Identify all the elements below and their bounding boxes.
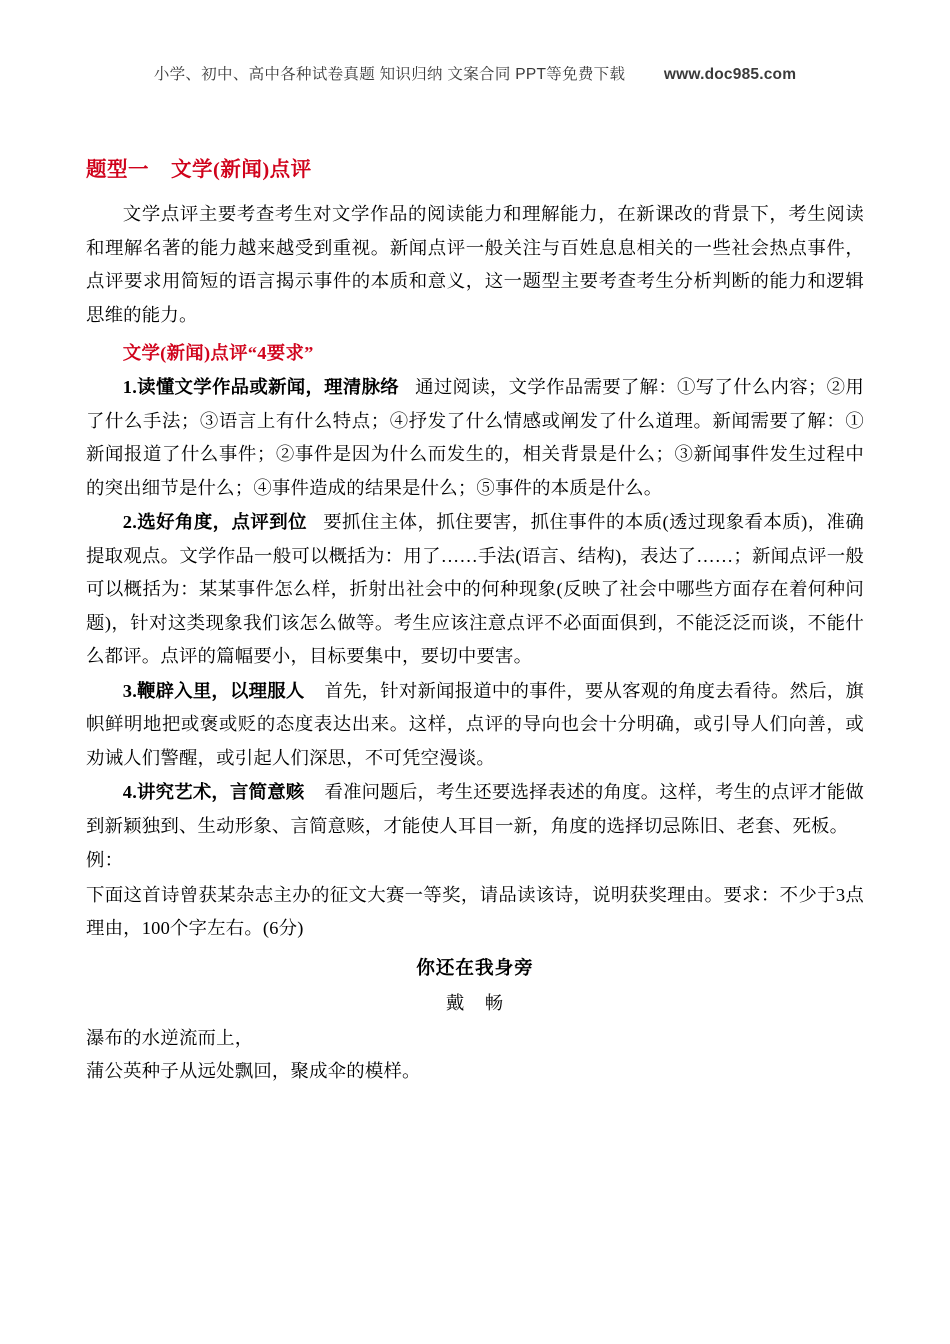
section-title-prefix: 题型一 [86, 159, 149, 181]
point-item [86, 506, 864, 674]
intro-paragraph: 文学点评主要考查考生对文学作品的阅读能力和理解能力，在新课改的背景下，考生阅读和理解名著的能力越来越受到重视。新闻点评一般关注与百姓息息相关的一些社会热点事件，点评要求用简短的语言揭示事件的本质和意义，这一题型主要考查考生分析判断的能力和逻辑思维的能力。 [86, 204, 864, 325]
watermark-site: www.doc985.com [663, 66, 797, 83]
poem-line: 蒲公英种子从远处飘回，聚成伞的模样。 [86, 1061, 421, 1081]
point-body: 要抓住主体，抓住要害，抓住事件的本质(透过现象看本质)，准确提取观点。文学作品一般可以概括为：用了……手法(语言、结构)，表达了……；新闻点评一般可以概括为：某某事件怎么样，折射出社会中的何种现象(反映了社会中哪些方面存在着何种问题)，针对这类现象我们该怎么做等。考生应该注意点评不必面面俱到，不能泛泛而谈，不能什么都评。点评的篇幅要小，目标要集中，要切中要害。 [86, 512, 864, 666]
example-question: 下面这首诗曾获某杂志主办的征文大赛一等奖，请品读该诗，说明获奖理由。要求：不少于3点理由，100个字左右。(6分) [86, 884, 864, 938]
point-number: 1. [122, 377, 137, 397]
point-title: 鞭辟入里，以理服人 [137, 680, 305, 701]
point-title: 读懂文学作品或新闻，理清脉络 [137, 377, 400, 397]
point-title: 讲究艺术，言简意赅 [137, 782, 305, 802]
poem-author: 戴 畅 [445, 992, 505, 1013]
point-body: 首先，针对新闻报道中的事件，要从客观的角度去看待。然后，旗帜鲜明地把或褒或贬的态度表达出来。这样，点评的导向也会十分明确，或引导人们向善，或劝诫人们警醒，或引起人们深思，不可凭空漫谈。 [86, 680, 864, 768]
poem-title: 你还在我身旁 [416, 957, 534, 979]
point-body: 看准问题后，考生还要选择表述的角度。这样，考生的点评才能做到新颖独到、生动形象、言简意赅，才能使人耳目一新，角度的选择切忌陈旧、老套、死板。 [86, 782, 864, 836]
page-watermark [0, 62, 950, 84]
watermark-text: 小学、初中、高中各种试卷真题 知识归纳 文案合同 PPT等免费下载 [153, 66, 626, 83]
section-title-text: 文学(新闻)点评 [171, 159, 312, 181]
example-label: 例： [86, 850, 124, 870]
requirements-heading: 文学(新闻)点评“4要求” [122, 343, 314, 363]
point-number: 3. [122, 680, 137, 701]
poem-line: 瀑布的水逆流而上， [86, 1027, 254, 1048]
point-number: 2. [122, 512, 137, 532]
point-body: 通过阅读，文学作品需要了解：①写了什么内容；②用了什么手法；③语言上有什么特点；④抒发了什么情感或阐发了什么道理。新闻需要了解：①新闻报道了什么事件；②事件是因为什么而发生的，相关背景是什么；③新闻事件发生过程中的突出细节是什么；④事件造成的结果是什么；⑤事件的本质是什么。 [86, 377, 864, 498]
point-item [86, 776, 864, 843]
point-title: 选好角度，点评到位 [137, 512, 307, 532]
point-item [86, 371, 864, 505]
document-content [86, 152, 864, 1089]
point-item [86, 675, 864, 776]
point-number: 4. [122, 782, 137, 802]
page-title [86, 152, 864, 182]
